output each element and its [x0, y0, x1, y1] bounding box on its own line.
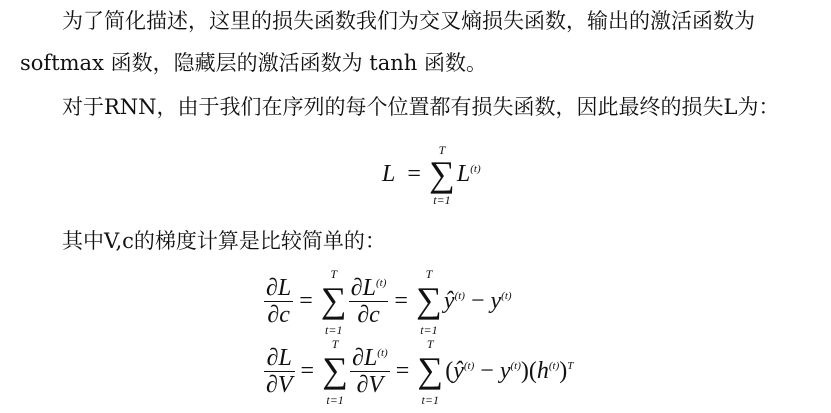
- loss-lhs: L: [382, 161, 396, 187]
- paragraph-gradient-intro: 其中V,c的梯度计算是比较简单的：: [62, 229, 386, 253]
- minus-sign: −: [470, 288, 485, 314]
- equals-sign: =: [395, 358, 410, 384]
- paragraph-rnn-loss: 对于RNN，由于我们在序列的每个位置都有损失函数，因此最终的损失L为：: [62, 95, 780, 119]
- sum-upper-limit: T: [331, 337, 339, 351]
- sigma-symbol: ∑: [320, 280, 347, 320]
- paragraph-line-1: 为了简化描述，这里的损失函数我们为交叉熵损失函数，输出的激活函数为: [62, 9, 755, 33]
- partial-fraction: $\frac{\partial L^{(t)}}{\partial c}$: [350, 274, 387, 328]
- sum-upper-limit: T: [330, 267, 338, 281]
- sigma-symbol: ∑: [416, 280, 442, 320]
- sigma-symbol: ∑: [429, 154, 455, 194]
- summation: [415, 337, 445, 407]
- sum-upper-limit: T: [425, 267, 433, 281]
- sum-upper-limit: T: [426, 337, 434, 351]
- loss-formula: [382, 143, 481, 207]
- sum-lower-limit: t=1: [326, 393, 344, 407]
- equals-sign: =: [299, 288, 313, 314]
- lhs-fraction: $\frac{\partial L}{\partial V}$: [266, 344, 293, 398]
- y-hat-term: $ŷ^{(t)}$: [443, 288, 465, 314]
- partial-fraction: $\frac{\partial L^{(t)}}{\partial V}$: [352, 344, 388, 398]
- loss-term: $L^{(t)}$: [456, 161, 481, 187]
- sum-lower-limit: t=1: [325, 323, 343, 337]
- equals-sign: =: [394, 288, 408, 314]
- equals-sign: =: [300, 358, 315, 384]
- summation: [319, 267, 349, 337]
- lhs-fraction: $\frac{\partial L}{\partial c}$: [266, 274, 292, 328]
- sigma-symbol: ∑: [322, 350, 348, 390]
- sum-lower-limit: t=1: [420, 323, 438, 337]
- sum-lower-limit: t=1: [421, 393, 439, 407]
- y-term: $y^{(t)}$: [490, 288, 512, 314]
- summation: [414, 267, 444, 337]
- gradient-V-formula: [264, 337, 574, 407]
- sum-upper-limit: T: [438, 143, 446, 157]
- sum-lower-limit: t=1: [433, 193, 451, 207]
- product-term: $(ŷ^{(t)} - y^{(t)})(h^{(t)})^T$: [445, 358, 574, 384]
- equals-sign: =: [407, 161, 421, 187]
- sigma-symbol: ∑: [417, 350, 444, 390]
- summation: [320, 337, 350, 407]
- loss-term-superscript: (t): [470, 163, 481, 175]
- paragraph-line-2: softmax 函数，隐藏层的激活函数为 tanh 函数。: [20, 51, 487, 75]
- summation: [427, 143, 457, 207]
- gradient-c-formula: [264, 267, 512, 337]
